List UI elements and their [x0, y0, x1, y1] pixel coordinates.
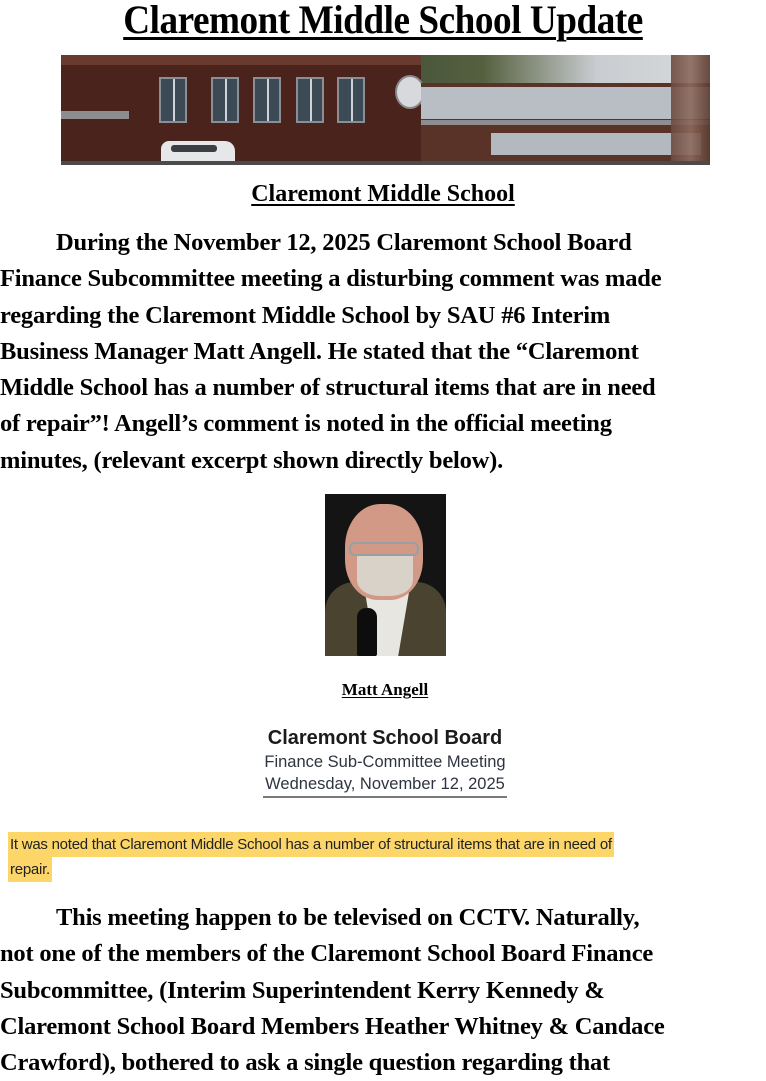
paragraph-line: of repair”! Angell’s comment is noted in the official meeting — [0, 410, 612, 438]
section-heading-text: Claremont Middle School — [251, 181, 515, 207]
paragraph-line: Middle School has a number of structural items that are in need — [0, 374, 656, 402]
minutes-excerpt — [8, 832, 766, 882]
paragraph-line: not one of the members of the Claremont School Board Finance — [0, 940, 654, 968]
hero-canopy — [61, 111, 129, 119]
hero-window — [211, 77, 239, 123]
microphone-icon — [357, 608, 377, 656]
minutes-header — [0, 725, 766, 798]
minutes-organization: Claremont School Board — [267, 727, 503, 749]
portrait-photo — [325, 494, 446, 656]
paragraph-line: Claremont School Board Members Heather Whitney & Candace — [0, 1012, 665, 1040]
paragraph-line: This meeting happen to be televised on CCTV. Naturally, — [56, 904, 640, 931]
highlighted-excerpt-line: repair. — [8, 857, 52, 882]
hero-roofline — [61, 55, 421, 65]
document-title — [27, 0, 739, 43]
paragraph-line: Business Manager Matt Angell. He stated that the “Claremont — [0, 337, 639, 365]
hero-main-building — [61, 55, 421, 165]
hero-window — [296, 77, 324, 123]
document-title-text: Claremont Middle School Update — [123, 0, 643, 42]
paragraph-line: minutes, (relevant excerpt shown directly below). — [0, 446, 504, 474]
portrait-caption-text: Matt Angell — [341, 680, 429, 699]
school-building-photo — [61, 55, 710, 165]
paragraph-cctv — [0, 900, 766, 1081]
section-heading — [0, 181, 766, 208]
minutes-meeting-name: Finance Sub-Committee Meeting — [264, 753, 506, 771]
hero-tree — [671, 55, 710, 165]
paragraph-line: Finance Subcommittee meeting a disturbing comment was made — [0, 265, 662, 293]
paragraph-line: Crawford), bothered to ask a single question regarding that — [0, 1049, 611, 1077]
hero-window — [159, 77, 187, 123]
hero-wing-windows — [421, 87, 710, 119]
minutes-date: Wednesday, November 12, 2025 — [263, 773, 507, 798]
portrait-glasses — [349, 542, 419, 556]
paragraph-line: During the November 12, 2025 Claremont School Board — [56, 229, 632, 256]
portrait-beard — [357, 556, 413, 596]
hero-ground — [61, 161, 710, 165]
portrait-caption — [0, 680, 766, 700]
hero-window — [337, 77, 365, 123]
hero-wing-windows-lower — [491, 133, 701, 155]
paragraph-line: regarding the Claremont Middle School by SAU #6 Interim — [0, 301, 611, 329]
paragraph-line: Subcommittee, (Interim Superintendent Kerry Kennedy & — [0, 976, 605, 1004]
highlighted-excerpt-line: It was noted that Claremont Middle School has a number of structural items that are in need of — [8, 832, 614, 857]
hero-wing-ledge — [421, 120, 710, 125]
paragraph-intro — [0, 225, 766, 479]
hero-window — [253, 77, 281, 123]
